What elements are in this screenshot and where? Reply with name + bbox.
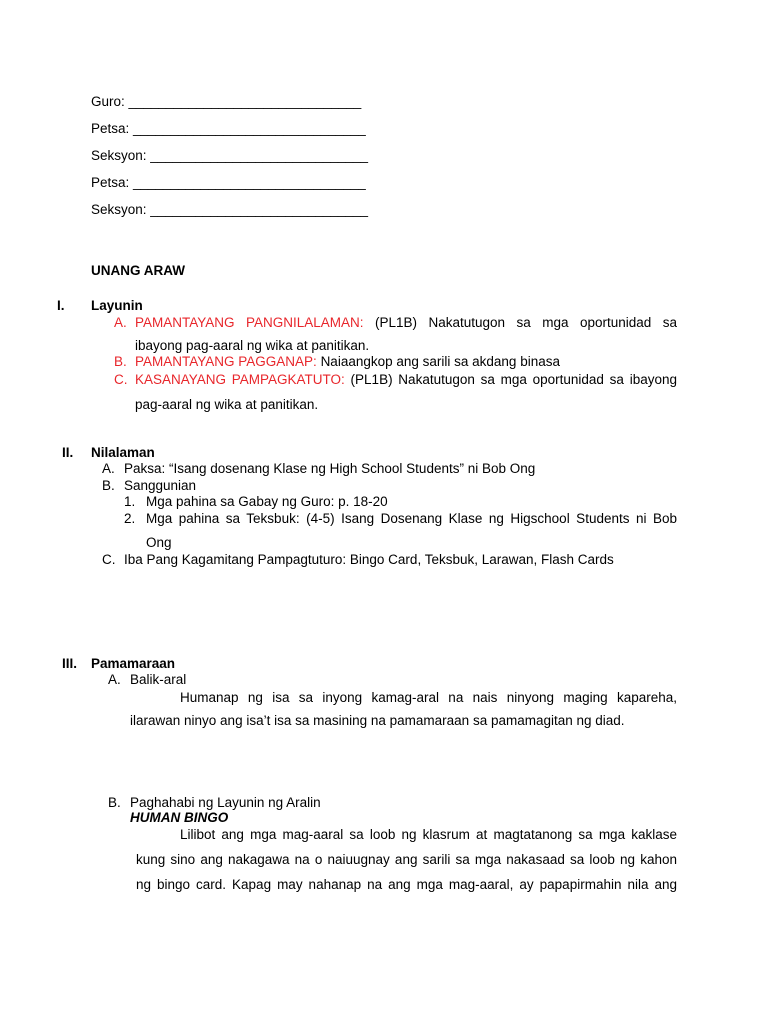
list-marker: C. [102, 552, 116, 567]
objective-a-line2: ibayong pag-aaral ng wika at panitikan. [135, 338, 370, 353]
petsa-field-2: Petsa: _______________________________ [91, 175, 366, 190]
objective-a-text: (PL1B) Nakatutugon sa mga oportunidad sa [374, 315, 677, 330]
reference-textbook-line2: Ong [146, 535, 172, 550]
list-marker: 2. [124, 511, 136, 526]
balik-aral-para-line2: ilarawan ninyo ang isa’t isa sa masining na pamamaraan sa pamamagitan ng diad. [130, 713, 625, 728]
objective-c-line1 [135, 372, 677, 388]
list-marker: B. [108, 795, 121, 810]
paksa-text: Paksa: “Isang dosenang Klase ng High School Students” ni Bob Ong [124, 461, 536, 476]
objective-c-text: (PL1B) Nakatutugon sa mga oportunidad sa ibayong [350, 372, 677, 387]
section-title-layunin: Layunin [91, 298, 143, 313]
objective-c-line2: pag-aaral ng wika at panitikan. [135, 397, 319, 412]
list-marker: B. [102, 478, 115, 493]
activity-para-line3: ng bingo card. Kapag may nahanap na ang mga mag-aaral, ay papapirmahin nila ang [136, 877, 677, 892]
list-marker: C. [114, 372, 128, 387]
list-marker: 1. [124, 494, 136, 509]
sanggunian-text: Sanggunian [124, 478, 197, 493]
objective-a-label: PAMANTAYANG PANGNILALAMAN: [135, 315, 364, 330]
balik-aral-text: Balik-aral [130, 672, 187, 687]
objective-b-line [135, 354, 560, 370]
paghahabi-text: Paghahabi ng Layunin ng Aralin [130, 795, 321, 810]
reference-guide-text: Mga pahina sa Gabay ng Guro: p. 18-20 [146, 494, 388, 509]
objective-b-text: Naiaangkop ang sarili sa akdang binasa [320, 354, 560, 369]
section-number: II. [62, 445, 74, 460]
activity-para-line2: kung sino ang nakagawa na o naiuugnay ang sarili sa mga nakasaad sa loob ng kahon [136, 852, 677, 867]
list-marker: B. [114, 354, 127, 369]
list-marker: A. [114, 315, 127, 330]
seksyon-field: Seksyon: _____________________________ [91, 148, 369, 163]
seksyon-field-2: Seksyon: _____________________________ [91, 202, 369, 217]
petsa-field: Petsa: _______________________________ [91, 121, 366, 136]
guro-field: Guro: _______________________________ [91, 94, 362, 109]
reference-textbook-line1: Mga pahina sa Teksbuk: (4-5) Isang Dosenang Klase ng Higschool Students ni Bob [146, 511, 677, 526]
balik-aral-para-line1: Humanap ng isa sa inyong kamag-aral na nais ninyong maging kapareha, [180, 690, 677, 705]
section-title-nilalaman: Nilalaman [91, 445, 155, 460]
objective-b-label: PAMANTAYANG PAGGANAP: [135, 354, 317, 369]
list-marker: A. [108, 672, 121, 687]
objective-a-line1 [135, 315, 677, 331]
day-title: UNANG ARAW [91, 263, 185, 278]
section-title-pamamaraan: Pamamaraan [91, 656, 176, 671]
activity-para-line1: Lilibot ang mga mag-aaral sa loob ng klasrum at magtatanong sa mga kaklase [180, 827, 677, 842]
list-marker: A. [102, 461, 115, 476]
section-number: III. [62, 656, 78, 671]
activity-title: HUMAN BINGO [130, 810, 229, 825]
objective-c-label: KASANAYANG PAMPAGKATUTO: [135, 372, 345, 387]
materials-text: Iba Pang Kagamitang Pampagtuturo: Bingo Card, Teksbuk, Larawan, Flash Cards [124, 552, 614, 567]
section-number: I. [57, 298, 65, 313]
